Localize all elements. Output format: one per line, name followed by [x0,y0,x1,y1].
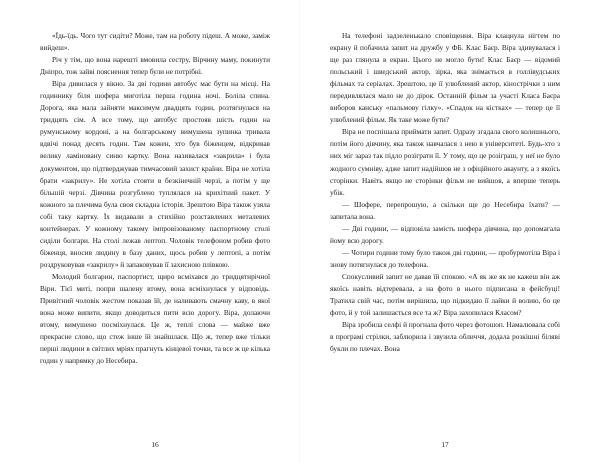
right-paragraph-4: — Дві години, — відповіла замість шофера дівчина, що допомагала йому всю дорогу. [330,223,560,245]
left-paragraph-2: Річ у тім, що вона нарешті вмовила сестру, Вірчину маму, покинути Дніпро, тож зайві пояснення тепер були не потрібні. [40,55,270,77]
left-paragraph-4: Молодий болгарин, паспортист, щиро всміхався до тридцятирічної Віри. Тієї миті, попри шалену втому, вона всміхнулася у відповідь. Привітний чоловік жестом показав їй, де наливають смачну каву, в якої вона може випити, якщо доводиться пити всю дорогу. Віра, долаючи втому, вимушено посміхнулася. Це ж, теплі слова — майже вже прекрасне слово, що стеж інше їй знайшлася. Що ж, тепер вже тільки перші людини в світлих мріях прагнуть кінцевої точки, та все ж це кілька годин у напрямку до Несебира. [40,271,270,366]
right-paragraph-6: Спокусливий запит не давав їй спокою. «А як же як не кажеш він аж якоїсь навіть відтеревала, а на фото в нього підписана в фейсбуці! Тратила свій час, потім вирішила, що підкидаю її лайки й волию, бо це фото, й у той залишається все та ж? Віра захопилася Класом? [330,271,560,318]
right-page [330,30,560,355]
right-paragraph-1: На телефоні задзеленькало сповіщення. Віра клацнула нігтем по екрану й побачила запит на дружбу у ФБ. Клас Баєр. Віра здивувалася і ще раз глянула в екран. Цього не могло бути! Клас Баєр — відомий польський і шведський актор, зірка, яка знімається в голлівудських фільмах та серіалах. Зрештою, це її улюблений актор, кінострічки з ним передивлялася мало не до дірок. Останній фільм за участі Класа Баєра виборов канську «пальмову гілку». «Спадок на кістках» — тепер це її улюблений фільм. Як таке може бути? [330,31,560,125]
left-paragraph-1: «Їдь-їдь. Чого тут сидіти? Може, там на роботу підеш. А може, заміж вийдеш». [40,31,270,53]
right-paragraph-5: — Чотири години тому було також дві години, — пробурмотіла Віра і знову потягнулася до телефона. [330,247,560,269]
right-paragraph-3: — Шофере, перепрошую, а скільки ще до Несебира їхати? — запитала вона. [330,199,560,221]
left-page [40,30,270,367]
book-gutter [299,0,301,463]
left-paragraph-3: Віра дивилася у вікно. За дві години автобус має бути на місці. На годиннику біля шофера миготіла перша година ночі. Боліла спина. Дорога, яка мала зайняти максимум двадцять годин, розтягнулася на тридцять сім. А все тому, що автобус простояв шість годин на румунському кордоні, а на болгарському вимушена зупинка тривала вдвічі понад десять годин. Там кожен, хто був біженцем, відкривав велику ламіновану синю картку. Вона називалася «закрила» і була документом, що підтверджував тимчасовий захист країни. Віра не хотіла брати «закрилу». Не хотіла стояти в безкінечній черзі, а потім у ще більшій черзі. Дівчина розгублено туплялася на крихітний пакет. У кожного за плечима була своя складна історія. Зрештою Віра також узяла собі таку картку. Їх видавали в стихійно розставлених металевих контейнерах. У кожному такому імпровізованому паспортному столі сиділи болгари. На столі лежав лептоп. Чоловік телефоном робив фото біженця, вносив людину в базу даних, щось робив у лептопі, а потім роздруковував «закрилу» й запаковував її захисною плівкою. [40,79,270,269]
right-paragraph-7: Віра зробила селфі й прогнала фото через фотошоп. Намалювала собі в програмі стрілки, заблюрила і звузила обличчя, додала розкішні біляві букли по плечах. Вона [330,320,560,354]
left-page-number: 16 [151,440,159,449]
right-page-number: 17 [441,440,449,449]
right-paragraph-2: Віра не поспішала приймати запит. Одразу згадала свого колишнього, потім його дівчину, яка також навчалася з нею в університеті. Будь-хто з них міг зараз так підло розіграти її. У тому, що це розіграш, у неї не було жодного сумніву, адже запит надійшов не з офіційного акаунту, а з якоїсь сторінки. Навіть якщо не сторінки фільм не вийшов, а вперше теперь убік. [330,127,560,197]
